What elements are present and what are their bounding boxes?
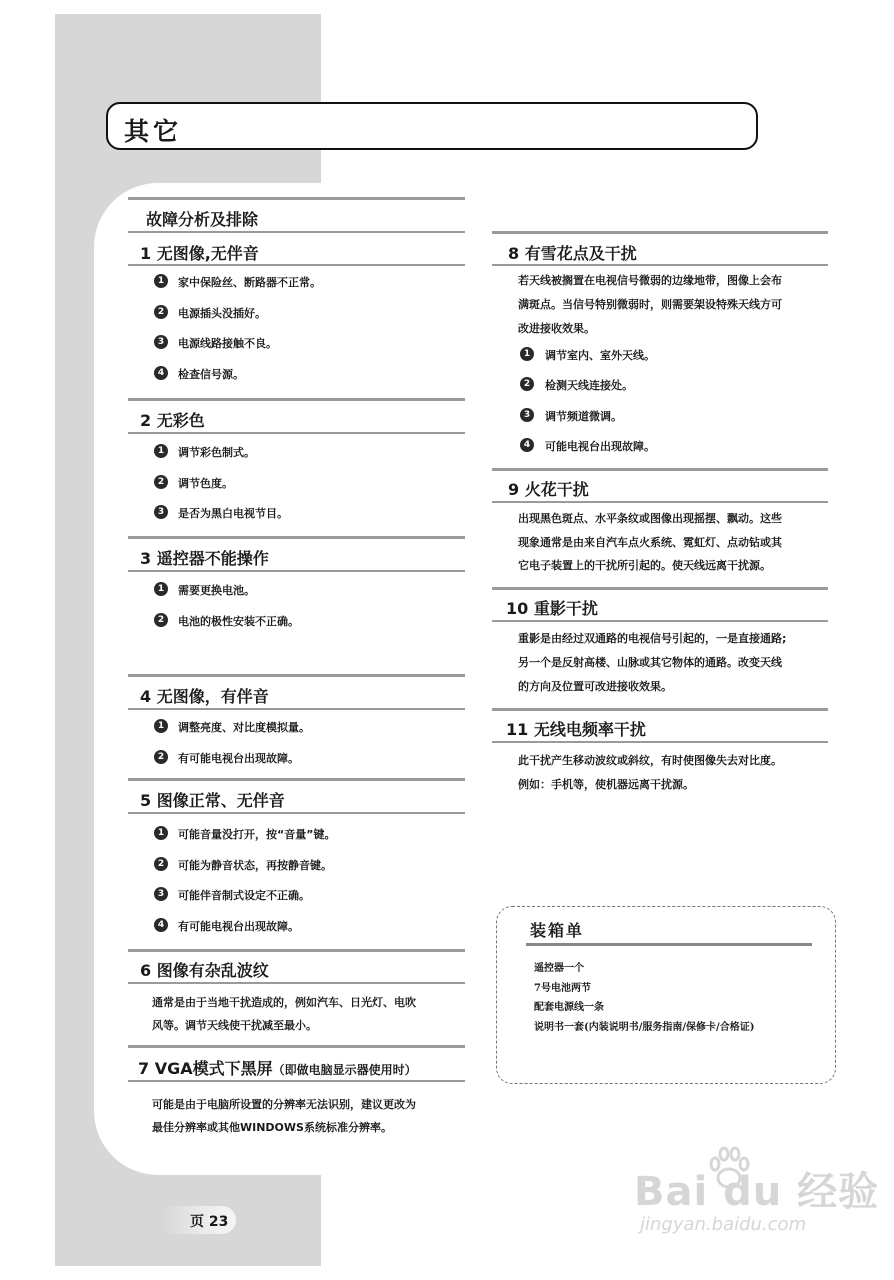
section-title-5: 5 图像正常、无伴音	[140, 791, 285, 810]
list-item: 调节彩色制式。	[178, 446, 255, 459]
divider	[128, 812, 465, 814]
paragraph-line: 它电子装置上的干扰所引起的。使天线远离干扰源。	[518, 559, 771, 572]
paragraph-line: 若天线被搁置在电视信号微弱的边缘地带，图像上会布	[518, 274, 782, 287]
section-title-7-main: 7 VGA模式下黑屏	[138, 1059, 273, 1078]
paragraph-line: 可能是由于电脑所设置的分辨率无法识别，建议更改为	[152, 1098, 416, 1111]
divider	[128, 231, 465, 233]
divider	[128, 536, 465, 539]
divider	[128, 197, 465, 200]
number-badge: 4	[154, 366, 168, 380]
number-badge: 3	[520, 408, 534, 422]
packing-list-title: 装箱单	[530, 921, 585, 940]
section-title-11: 11 无线电频率干扰	[506, 720, 646, 739]
packing-item: 遥控器一个	[534, 963, 584, 974]
list-item: 有可能电视台出现故障。	[178, 752, 299, 765]
number-badge: 2	[520, 377, 534, 391]
page-title-box	[106, 102, 758, 150]
divider	[128, 708, 465, 710]
divider	[492, 741, 828, 743]
number-badge: 2	[154, 750, 168, 764]
number-badge: 3	[154, 335, 168, 349]
paragraph-line: 通常是由于当地干扰造成的，例如汽车、日光灯、电吹	[152, 996, 416, 1009]
list-item: 调节室内、室外天线。	[545, 349, 655, 362]
divider	[492, 264, 828, 266]
watermark-logo: Bai du 经验	[634, 1169, 880, 1215]
divider	[128, 1080, 465, 1082]
number-badge: 1	[154, 582, 168, 596]
list-item: 可能音量没打开，按“音量”键。	[178, 828, 336, 841]
number-badge: 1	[154, 826, 168, 840]
paragraph-line: 例如：手机等，使机器远离干扰源。	[518, 778, 694, 791]
list-item: 可能伴音制式设定不正确。	[178, 889, 310, 902]
paragraph-line: 的方向及位置可改进接收效果。	[518, 680, 672, 693]
section-title-8: 8 有雪花点及干扰	[508, 244, 637, 263]
page-title: 其它	[124, 117, 183, 146]
divider	[492, 587, 828, 590]
number-badge: 3	[154, 887, 168, 901]
paragraph-line: 出现黑色斑点、水平条纹或图像出现摇摆、飘动。这些	[518, 512, 782, 525]
list-item: 可能为静音状态，再按静音键。	[178, 859, 332, 872]
paragraph-line: 风等。调节天线使干扰减至最小。	[152, 1019, 317, 1032]
paragraph-line: 改进接收效果。	[518, 322, 595, 335]
list-item: 检查信号源。	[178, 368, 244, 381]
list-item: 调整亮度、对比度模拟量。	[178, 721, 310, 734]
number-badge: 2	[154, 613, 168, 627]
paragraph-line: 现象通常是由来自汽车点火系统、霓虹灯、点动钻或其	[518, 536, 782, 549]
number-badge: 4	[154, 918, 168, 932]
list-item: 电源插头没插好。	[178, 307, 266, 320]
divider	[526, 943, 812, 946]
divider	[128, 570, 465, 572]
divider	[492, 620, 828, 622]
list-item: 电池的极性安装不正确。	[178, 615, 299, 628]
list-item: 需要更换电池。	[178, 584, 255, 597]
list-item: 是否为黑白电视节目。	[178, 507, 288, 520]
divider	[128, 674, 465, 677]
section-title-2: 2 无彩色	[140, 411, 205, 430]
paragraph-line: 最佳分辨率或其他WINDOWS系统标准分辨率。	[152, 1121, 392, 1134]
list-item: 调节色度。	[178, 477, 233, 490]
paragraph-line: 另一个是反射高楼、山脉或其它物体的通路。改变天线	[518, 656, 782, 669]
paragraph-line: 此干扰产生移动波纹或斜纹，有时使图像失去对比度。	[518, 754, 782, 767]
number-badge: 1	[154, 444, 168, 458]
divider	[492, 468, 828, 471]
divider	[492, 231, 828, 234]
section-title-3: 3 遥控器不能操作	[140, 549, 269, 568]
divider	[128, 398, 465, 401]
divider	[492, 708, 828, 711]
divider	[492, 501, 828, 503]
paragraph-line: 满斑点。当信号特别微弱时，则需要架设特殊天线方可	[518, 298, 782, 311]
packing-item: 配套电源线一条	[534, 1002, 604, 1013]
divider	[128, 264, 465, 266]
list-item: 检测天线连接处。	[545, 379, 633, 392]
list-item: 电源线路接触不良。	[178, 337, 277, 350]
left-heading: 故障分析及排除	[146, 210, 259, 229]
watermark-url: jingyan.baidu.com	[640, 1214, 807, 1235]
divider	[128, 949, 465, 952]
number-badge: 2	[154, 475, 168, 489]
list-item: 可能电视台出现故障。	[545, 440, 655, 453]
section-title-10: 10 重影干扰	[506, 599, 598, 618]
number-badge: 4	[520, 438, 534, 452]
number-badge: 2	[154, 305, 168, 319]
section-title-6: 6 图像有杂乱波纹	[140, 961, 269, 980]
section-title-4: 4 无图像，有伴音	[140, 687, 269, 706]
section-title-9: 9 火花干扰	[508, 480, 589, 499]
number-badge: 2	[154, 857, 168, 871]
number-badge: 1	[154, 274, 168, 288]
packing-item: 7号电池两节	[534, 983, 591, 994]
section-title-7	[138, 1056, 417, 1079]
divider	[128, 1045, 465, 1048]
divider	[128, 432, 465, 434]
number-badge: 1	[520, 347, 534, 361]
number-badge: 3	[154, 505, 168, 519]
paragraph-line: 重影是由经过双通路的电视信号引起的，一是直接通路;	[518, 632, 787, 645]
divider	[128, 778, 465, 781]
number-badge: 1	[154, 719, 168, 733]
list-item: 调节频道微调。	[545, 410, 622, 423]
section-title-7-note: （即做电脑显示器使用时）	[272, 1063, 417, 1077]
list-item: 家中保险丝、断路器不正常。	[178, 276, 321, 289]
page-number: 页 23	[190, 1214, 229, 1230]
section-title-1: 1 无图像,无伴音	[140, 244, 259, 263]
packing-item: 说明书一套(内装说明书/服务指南/保修卡/合格证)	[534, 1022, 755, 1033]
divider	[128, 982, 465, 984]
list-item: 有可能电视台出现故障。	[178, 920, 299, 933]
